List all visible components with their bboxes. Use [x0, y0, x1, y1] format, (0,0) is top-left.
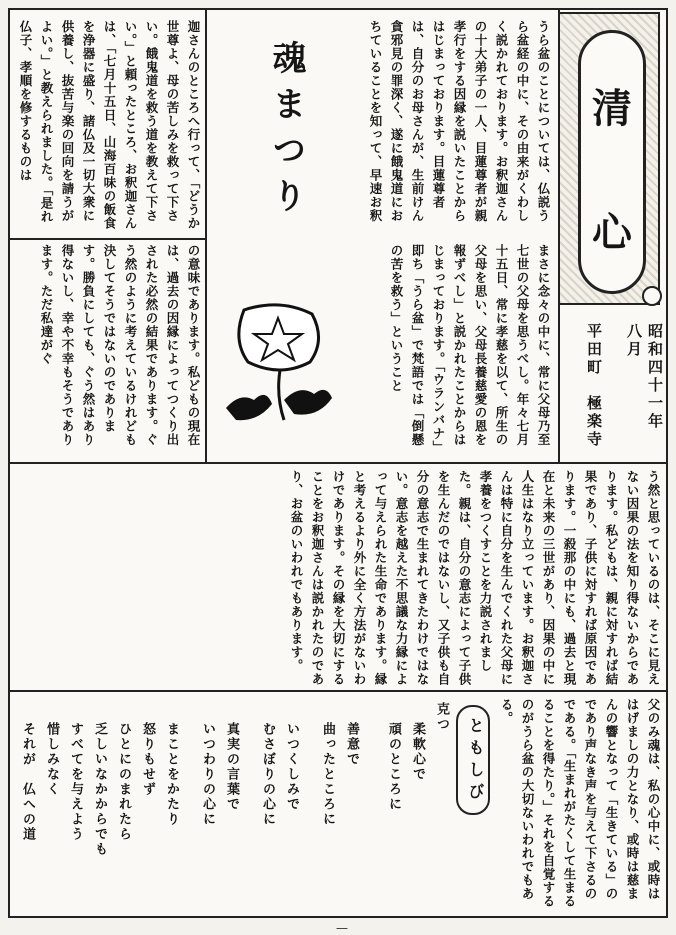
article-col-1: うら盆のことについては、仏説うら盆経の中に、その由来がくわしく説かれております。お釈迦さんの十大弟子の一人、目蓮尊者が親孝行をする因縁を説いたことからはじまっております。目蓮尊者は、自分のお母さんが、生前けん貪邪見の罪深く、遂に餓鬼道におちていることを知って、早速お釈 — [368, 20, 551, 223]
article-col-4: の意味であります。私どもの現在は、過去の因縁によってつくり出された必然の結果であります。ぐう然のように考えているけれども決してそうではないのであります。勝負にしても、ぐう然はあり得ないし、幸や不幸もそうであります。ただ私達がぐ — [39, 244, 201, 447]
publication-date: 昭和四十一年 八月 — [625, 323, 664, 449]
poem-line: 頑のところに — [386, 722, 401, 812]
poem-line: すべてを与えよう — [68, 722, 83, 842]
flower-stem — [279, 370, 284, 420]
poem-line: 柔軟心で — [410, 722, 425, 782]
poem-line: 乏しいなかからでも — [92, 722, 107, 857]
masthead-oval — [578, 30, 646, 294]
poem-line: むさぼりの心に — [260, 722, 275, 827]
poem-line: 怒りもせず — [140, 722, 155, 797]
morning-glory-illustration — [214, 300, 346, 440]
poem-line: まことをかたり — [164, 722, 179, 827]
divider-left-upper — [10, 238, 205, 240]
poem-line: 曲ったところに — [320, 722, 335, 827]
page-mark: — — [336, 921, 348, 935]
article-col-5: う然と思っているのは、そこに見えない因果の法を知り得ないからであります。私どもは、親に対すれば結果であり、子供に対すれば原因であります。一殺那の中にも、過去と現在と未来の三世があり、因果の中に人生はなり立っています。お釈迦さんは特に自分を生んでくれた父母に孝養をつくすことを力説されました。親は、自分の意志によって子供を生んだのではないし、又子供も自分の意志で生まれてきたわけではない。意志を越えた不思議な力縁によって与えられた生命であります。縁と考えるより外に全く方法がないわけであります。その縁を大切にすることをお釈迦さんは説かれたのであり、お盆のいわれでもあります。 — [289, 470, 661, 686]
masthead-title-bottom: 心 — [592, 209, 632, 256]
divider-lower — [8, 690, 668, 692]
poem-line: ひとにのまれたら — [116, 722, 131, 842]
masthead-box — [558, 12, 660, 305]
masthead-title-top: 清 — [592, 85, 632, 132]
divider-middle — [8, 462, 668, 464]
publisher-place: 平田町 極楽寺 — [585, 323, 603, 449]
poem-line: 惜しみなく — [44, 722, 59, 797]
article-col-7: 父のみ魂は、私の心中に、或時ははげましの力となり、或時は慈まんの響となって「生きている」のであり声なき声を与えて下さるのである。「生まれがたくして生まるることを得たり。」それを自覚するのがうら盆の大切ないわれでもある。 — [499, 698, 661, 908]
poem-line: 克つ — [434, 702, 449, 732]
poem-title-box — [456, 705, 490, 815]
bird-right — [284, 390, 332, 415]
poem-line: それが 仏への道 — [20, 722, 35, 842]
poem-line: 善意で — [344, 722, 359, 767]
article-col-2: 迦さんのところへ行って、「どうか世尊よ、母の苦しみを救って下さい。餓鬼道を救う道を教えて下さい。」と頼ったところ、お釈迦さんは、「七月十五日、山海百味の飯食を浄器に盛り、諸仏及一切大衆に供養し、抜苦与楽の回向を請うがよい。」と教えられました。「是れ仏子、孝順を修するものは — [18, 20, 201, 230]
divider-upper-col — [205, 10, 207, 462]
poem-title: ともしび — [466, 717, 485, 805]
article-heading: 魂まつり — [266, 40, 306, 224]
poem-line: いつわりの心に — [200, 722, 215, 827]
poem-line: 真実の言葉で — [224, 722, 239, 812]
article-col-3: まさに念々の中に、常に父母乃至七世の父母を思うべし。年々七月十五日、常に孝慈を以て、所生の父母を思い、父母長養慈愛の恩を報ずべし」と説かれたことからはじまっております。「ウランバナ」即ち「うら盆」で梵語では「倒懸の苦を救う」ということ — [389, 244, 551, 454]
bird-left — [226, 395, 272, 420]
poem-line: いつくしみで — [284, 722, 299, 812]
masthead-ornament — [642, 286, 662, 306]
publisher-info — [558, 305, 664, 455]
